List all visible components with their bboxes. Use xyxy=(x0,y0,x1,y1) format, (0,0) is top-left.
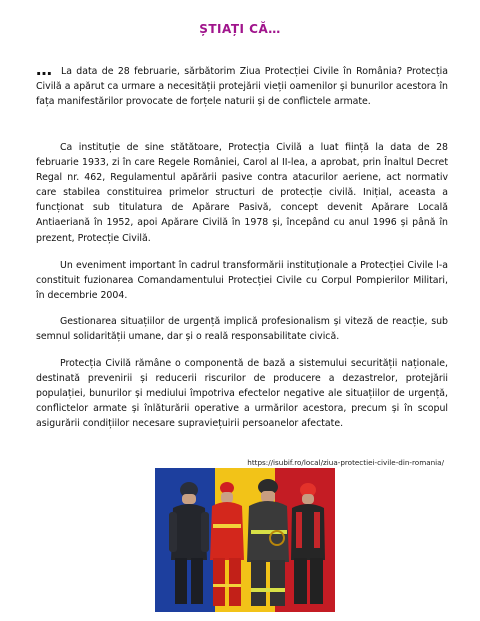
intro-text: La data de 28 februarie, sărbătorim Ziua Protecției Civile în România? Protecția Civilă a apărut ca urmare a necesității protejării vieții oamenilor și bunurilor acestora în fața manifestărilor provocate de forțele naturii și de conflictele armate. xyxy=(36,66,448,107)
page-title: ȘTIAȚI CĂ… xyxy=(199,22,281,36)
rescuers-flag-image xyxy=(155,468,335,612)
paragraph-role: Protecția Civilă rămâne o componentă de bază a sistemului securității naționale, destinată prevenirii și reducerii riscurilor de producere a dezastrelor, protejării populației, bunurilor și mediului împotriva efectelor negative ale situațiilor de urgență, conflictelor armate și înlăturării operative a urmărilor acestora, precum și în scopul asigurării condițiilor necesare supraviețuirii persoanelor afectate. xyxy=(36,358,448,430)
paragraph-merger: Un eveniment important în cadrul transformării instituționale a Protecției Civile l-a constituit fuzionarea Comandamentului Protecției Civile cu Corpul Pompierilor Militari, în decembrie 2004. xyxy=(36,260,448,302)
paragraph-history: Ca instituție de sine stătătoare, Protecția Civilă a luat ființă la data de 28 februarie 1933, zi în care Regele României, Carol al II-lea, a aprobat, prin Înaltul Decret Regal nr. 462, Regulamentul apărării pasive contra atacurilor aeriene, act normativ care stabilea constituirea primelor structuri de protecție civilă. Inițial, aceasta a funcționat sub titulatura de Apărare Pasivă, concept devenit Apărare Locală Antiaeriană în 1952, apoi Apărare Civilă în 1978 și, începând cu anul 1996 și până în prezent, Protecție Civilă. xyxy=(36,142,448,244)
source-link[interactable]: https://isubif.ro/local/ziua-protectiei-civile-din-romania/ xyxy=(247,458,444,467)
paragraph-management: Gestionarea situațiilor de urgență implică profesionalism și viteză de reacție, sub semnul solidarității umane, dar și o reală responsabilitate civică. xyxy=(36,316,448,343)
intro-paragraph xyxy=(36,62,448,109)
ellipsis-marker: … xyxy=(36,60,53,79)
